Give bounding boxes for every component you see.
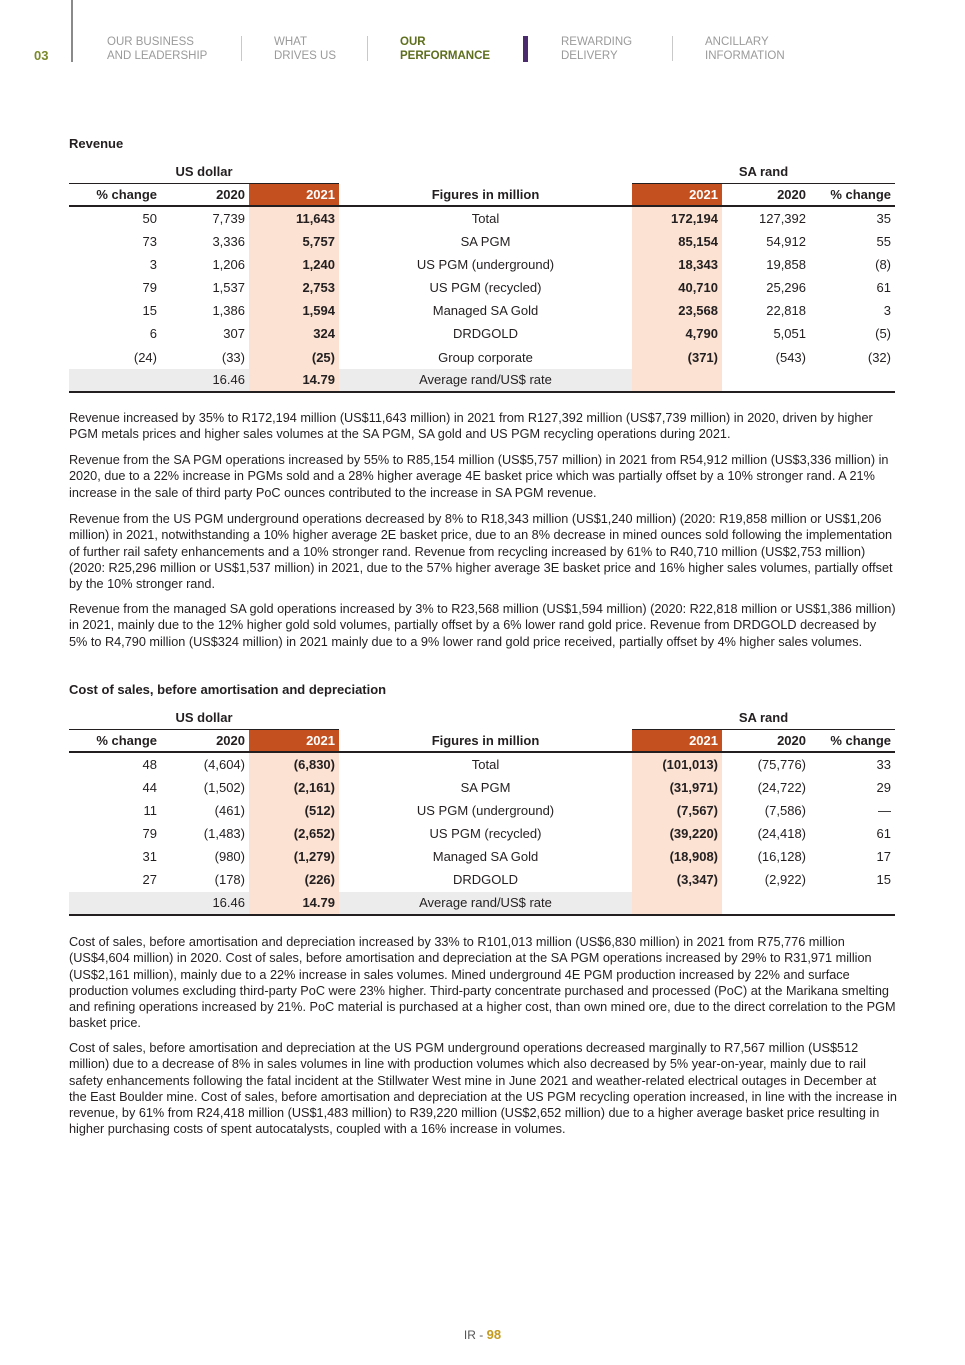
revenue-title: Revenue bbox=[69, 136, 124, 151]
cell-change-usd: 27 bbox=[142, 872, 157, 888]
table-row bbox=[69, 346, 895, 369]
usd-group-label: US dollar bbox=[69, 706, 339, 729]
col-2021-zar: 2021 bbox=[632, 183, 722, 206]
chapter-number: 03 bbox=[34, 48, 49, 63]
cell-change-zar: (8) bbox=[875, 256, 891, 272]
cell-2021-zar: (39,220) bbox=[632, 822, 722, 845]
cell-change-zar: 3 bbox=[883, 303, 891, 319]
col-change-usd: % change bbox=[69, 183, 161, 206]
cell-change-usd: 15 bbox=[142, 303, 157, 319]
rate-2020-usd: 16.46 bbox=[161, 892, 249, 915]
cell-2020-usd: 3,336 bbox=[212, 233, 245, 249]
table-row bbox=[69, 253, 895, 276]
cell-2021-zar: (7,567) bbox=[632, 799, 722, 822]
cell-2021-usd: 5,757 bbox=[249, 230, 339, 253]
cell-2021-zar: (18,908) bbox=[632, 845, 722, 868]
cell-2020-usd: (461) bbox=[214, 802, 245, 818]
cell-2020-zar: (75,776) bbox=[757, 756, 806, 772]
cell-2020-usd: 1,206 bbox=[212, 256, 245, 272]
table-row bbox=[69, 799, 895, 822]
nav-rewarding-delivery[interactable] bbox=[561, 35, 632, 63]
cell-2021-zar: 40,710 bbox=[632, 276, 722, 299]
table-row bbox=[69, 776, 895, 799]
cell-figure-label: DRDGOLD bbox=[452, 872, 518, 888]
footer-prefix: IR - bbox=[463, 1328, 487, 1342]
cell-change-zar: — bbox=[878, 802, 891, 818]
cell-2020-zar: (2,922) bbox=[764, 872, 806, 888]
col-change-zar: % change bbox=[810, 183, 895, 206]
cost-table bbox=[69, 706, 895, 916]
header-rule bbox=[71, 0, 73, 62]
cell-2020-usd: 307 bbox=[223, 326, 245, 342]
cell-2021-zar: (3,347) bbox=[632, 868, 722, 891]
col-change-zar: % change bbox=[810, 729, 895, 752]
zar-group-label: SA rand bbox=[632, 706, 895, 729]
cell-2020-usd: 1,537 bbox=[212, 280, 245, 296]
table-row bbox=[69, 230, 895, 253]
table-row bbox=[69, 299, 895, 322]
cell-2020-zar: (7,586) bbox=[764, 802, 806, 818]
cell-change-usd: 48 bbox=[142, 756, 157, 772]
cell-2020-usd: (980) bbox=[214, 849, 245, 865]
rate-row bbox=[69, 369, 895, 392]
cell-2021-usd: (512) bbox=[249, 799, 339, 822]
cell-2021-usd: 2,753 bbox=[249, 276, 339, 299]
table-header-row bbox=[69, 183, 895, 206]
cell-change-usd: 11 bbox=[143, 802, 157, 818]
revenue-paragraph: Revenue from the US PGM underground operations decreased by 8% to R18,343 million (US$1,240 million) (2020: R19,858 million or US$1,206 million) in 2021, notwithstanding a 10% higher average 2E basket price, due to an 8% decrease in mined ounces sold following the implementation of further rail safety enhancements and a 10% stronger rand. Revenue from recycling increased by 61% to R40,710 million (US$2,753 million) (2020: R25,296 million or US$1,537 million) in 2021, due to the 57% higher average 3E basket price and 16% higher sales volumes, partially offset by the 10% stronger rand. bbox=[69, 512, 893, 592]
table-row bbox=[69, 845, 895, 868]
cell-change-zar: 33 bbox=[876, 756, 891, 772]
nav-label-line2: DRIVES US bbox=[274, 50, 336, 62]
table-group-row bbox=[69, 706, 895, 729]
zar-group-label: SA rand bbox=[632, 160, 895, 183]
cell-2020-zar: (16,128) bbox=[757, 849, 806, 865]
cell-figure-label: US PGM (recycled) bbox=[429, 826, 542, 842]
nav-label-line2: PERFORMANCE bbox=[400, 50, 491, 62]
cell-2020-zar: 5,051 bbox=[773, 326, 806, 342]
cell-2021-zar: 4,790 bbox=[632, 322, 722, 345]
table-row bbox=[69, 276, 895, 299]
cell-figure-label: US PGM (recycled) bbox=[429, 280, 542, 296]
cell-change-zar: 61 bbox=[876, 826, 891, 842]
cell-2021-zar: 23,568 bbox=[632, 299, 722, 322]
cell-figure-label: US PGM (underground) bbox=[416, 802, 555, 818]
nav-separator bbox=[672, 36, 673, 61]
cell-change-usd: 50 bbox=[142, 210, 157, 226]
cell-2020-usd: 7,739 bbox=[212, 210, 245, 226]
rate-label: Average rand/US$ rate bbox=[339, 892, 632, 915]
revenue-paragraph: Revenue from the SA PGM operations increased by 55% to R85,154 million (US$5,757 million) in 2021 from R54,912 million (US$3,336 million) in 2020, due to a 22% increase in PGMs sold and a 28% higher average 4E basket price which was partially offset by a 10% stronger rand. A 21% increase in the sale of third party PoC ounces contributed to the increase in SA PGM revenue. bbox=[69, 453, 889, 500]
cell-2021-usd: (6,830) bbox=[249, 752, 339, 775]
cell-2021-usd: (25) bbox=[249, 346, 339, 369]
cell-2020-usd: (1,502) bbox=[203, 779, 245, 795]
cell-2021-usd: 1,594 bbox=[249, 299, 339, 322]
rate-2021-usd: 14.79 bbox=[249, 892, 339, 915]
col-2020-zar: 2020 bbox=[722, 729, 810, 752]
cell-figure-label: Managed SA Gold bbox=[432, 849, 539, 865]
cell-2020-zar: 25,296 bbox=[766, 280, 806, 296]
cell-2020-zar: (24,722) bbox=[757, 779, 806, 795]
cell-2020-usd: (33) bbox=[221, 349, 245, 365]
col-2021-usd: 2021 bbox=[249, 729, 339, 752]
cell-2021-zar: (101,013) bbox=[632, 752, 722, 775]
nav-label-line2: AND LEADERSHIP bbox=[107, 50, 208, 62]
cell-change-usd: 44 bbox=[142, 779, 157, 795]
cell-change-zar: 55 bbox=[876, 233, 891, 249]
cell-change-usd: 3 bbox=[149, 256, 157, 272]
nav-label-line1: REWARDING bbox=[561, 36, 633, 48]
nav-label-line1: WHAT bbox=[274, 36, 308, 48]
cell-2020-usd: 1,386 bbox=[212, 303, 245, 319]
cell-2021-usd: (226) bbox=[249, 868, 339, 891]
cell-change-zar: (5) bbox=[875, 326, 891, 342]
cell-2020-usd: (1,483) bbox=[203, 826, 245, 842]
revenue-table bbox=[69, 160, 895, 393]
nav-active-marker bbox=[523, 36, 528, 62]
cell-figure-label: US PGM (underground) bbox=[416, 256, 555, 272]
cell-2020-zar: 127,392 bbox=[759, 210, 806, 226]
rate-label: Average rand/US$ rate bbox=[339, 369, 632, 392]
cell-2021-usd: 11,643 bbox=[249, 206, 339, 229]
cell-2021-usd: 324 bbox=[249, 322, 339, 345]
revenue-paragraph: Revenue from the managed SA gold operations increased by 3% to R23,568 million (US$1,594 million) (2020: R22,818 million or US$1,386 million) in 2021, mainly due to the 12% higher gold sold volumes, partially offset by a 6% lower rand gold price. Revenue from DRDGOLD decreased by 5% to R4,790 million (US$324 million) in 2021 mainly due to a 9% lower rand gold price received, partially offset by 4% higher sales volumes. bbox=[69, 602, 896, 649]
cell-2021-zar: (371) bbox=[632, 346, 722, 369]
rate-2021-usd: 14.79 bbox=[249, 369, 339, 392]
rate-row bbox=[69, 892, 895, 915]
rate-2020-usd: 16.46 bbox=[161, 369, 249, 392]
nav-label-line2: DELIVERY bbox=[561, 50, 618, 62]
cell-figure-label: DRDGOLD bbox=[452, 326, 518, 342]
col-2020-usd: 2020 bbox=[161, 729, 249, 752]
table-header-row bbox=[69, 729, 895, 752]
cell-2021-zar: 18,343 bbox=[632, 253, 722, 276]
cell-change-zar: 29 bbox=[876, 779, 891, 795]
cell-2021-usd: (2,161) bbox=[249, 776, 339, 799]
table-row bbox=[69, 752, 895, 775]
col-change-usd: % change bbox=[69, 729, 161, 752]
nav-separator bbox=[367, 36, 368, 61]
cell-2020-usd: (178) bbox=[214, 872, 245, 888]
nav-label-line1: ANCILLARY bbox=[705, 36, 769, 48]
table-row bbox=[69, 868, 895, 891]
cell-2021-usd: (2,652) bbox=[249, 822, 339, 845]
cell-change-zar: 61 bbox=[876, 280, 891, 296]
nav-label-line1: OUR BUSINESS bbox=[107, 36, 194, 48]
cell-change-zar: 17 bbox=[876, 849, 891, 865]
nav-our-business[interactable] bbox=[107, 35, 207, 63]
col-2021-usd: 2021 bbox=[249, 183, 339, 206]
nav-label-line2: INFORMATION bbox=[705, 50, 785, 62]
cell-figure-label: Group corporate bbox=[438, 349, 533, 365]
cell-change-usd: 31 bbox=[142, 849, 157, 865]
cell-2021-usd: 1,240 bbox=[249, 253, 339, 276]
page-footer bbox=[0, 1327, 965, 1342]
cell-figure-label: Total bbox=[471, 210, 500, 226]
cell-change-usd: (24) bbox=[133, 349, 157, 365]
nav-what-drives-us[interactable] bbox=[274, 35, 336, 63]
nav-ancillary-information[interactable] bbox=[705, 35, 785, 63]
nav-our-performance[interactable] bbox=[400, 35, 490, 63]
cost-paragraph: Cost of sales, before amortisation and depreciation at the US PGM underground operations decreased marginally to R7,567 million (US$512 million) due to a decrease of 8% in sales volumes in line with production volumes which also decreased by 5% year-on-year, mainly due to rail safety enhancements following the fatal incident at the Stillwater West mine in June 2021 and weather-related electrical outages in December at the East Boulder mine. Cost of sales, before amortisation and depreciation at the US PGM recycling operation increased, in line with the increase in revenue, by 61% from R24,418 million (US$1,483 million) to R39,220 million (US$2,652 million) due to a higher average basket price resulting in higher purchasing costs of spent autocatalysts, coupled with a 16% increase in volumes. bbox=[69, 1041, 897, 1137]
cell-2020-zar: (543) bbox=[775, 349, 806, 365]
cell-2020-usd: (4,604) bbox=[203, 756, 245, 772]
col-figures: Figures in million bbox=[339, 183, 632, 206]
cost-paragraph: Cost of sales, before amortisation and depreciation increased by 33% to R101,013 million (US$6,830 million) in 2021 from R75,776 million (US$4,604 million) in 2020. Cost of sales, before amortisation and depreciation at the SA PGM operations increased by 29% to R31,971 million (US$2,161 million), mainly due to a 22% increase in sales volumes. Mined underground 4E PGM production increased by 22% and surface production volumes excluding third-party PoC were 23% higher. Third-party concentrate purchased and processed (PoC) at the Marikana smelting and refining operations increased by 21%. PoC material is purchased at a higher cost, than own mined ore, due to the direct correlation to the PGM basket price. bbox=[69, 935, 896, 1031]
cell-figure-label: Total bbox=[471, 756, 500, 772]
cost-title: Cost of sales, before amortisation and depreciation bbox=[69, 682, 387, 697]
cell-change-usd: 73 bbox=[142, 233, 157, 249]
usd-group-label: US dollar bbox=[69, 160, 339, 183]
cell-2020-zar: 19,858 bbox=[766, 256, 806, 272]
cell-2021-zar: 172,194 bbox=[632, 206, 722, 229]
nav-separator bbox=[241, 36, 242, 61]
page-number: 98 bbox=[486, 1327, 502, 1342]
cell-change-zar: 35 bbox=[876, 210, 891, 226]
cell-change-zar: (32) bbox=[867, 349, 891, 365]
cell-2021-zar: (31,971) bbox=[632, 776, 722, 799]
nav-label-line1: OUR bbox=[400, 36, 426, 48]
cell-change-usd: 6 bbox=[149, 326, 157, 342]
revenue-paragraph: Revenue increased by 35% to R172,194 million (US$11,643 million) in 2021 from R127,392 million (US$7,739 million) in 2020, driven by higher PGM metals prices and higher sales volumes at the SA PGM, SA gold and US PGM recycling operations during 2021. bbox=[69, 411, 873, 442]
table-row bbox=[69, 322, 895, 345]
table-row bbox=[69, 206, 895, 229]
cell-change-zar: 15 bbox=[876, 872, 891, 888]
cell-2020-zar: (24,418) bbox=[757, 826, 806, 842]
col-figures: Figures in million bbox=[339, 729, 632, 752]
table-group-row bbox=[69, 160, 895, 183]
col-2021-zar: 2021 bbox=[632, 729, 722, 752]
cell-figure-label: SA PGM bbox=[460, 233, 511, 249]
cell-2020-zar: 54,912 bbox=[766, 233, 806, 249]
cell-figure-label: SA PGM bbox=[460, 779, 511, 795]
cell-change-usd: 79 bbox=[142, 280, 157, 296]
cell-2021-zar: 85,154 bbox=[632, 230, 722, 253]
table-row bbox=[69, 822, 895, 845]
col-2020-zar: 2020 bbox=[722, 183, 810, 206]
cell-2021-usd: (1,279) bbox=[249, 845, 339, 868]
cell-2020-zar: 22,818 bbox=[766, 303, 806, 319]
cell-figure-label: Managed SA Gold bbox=[432, 303, 539, 319]
cell-change-usd: 79 bbox=[142, 826, 157, 842]
col-2020-usd: 2020 bbox=[161, 183, 249, 206]
